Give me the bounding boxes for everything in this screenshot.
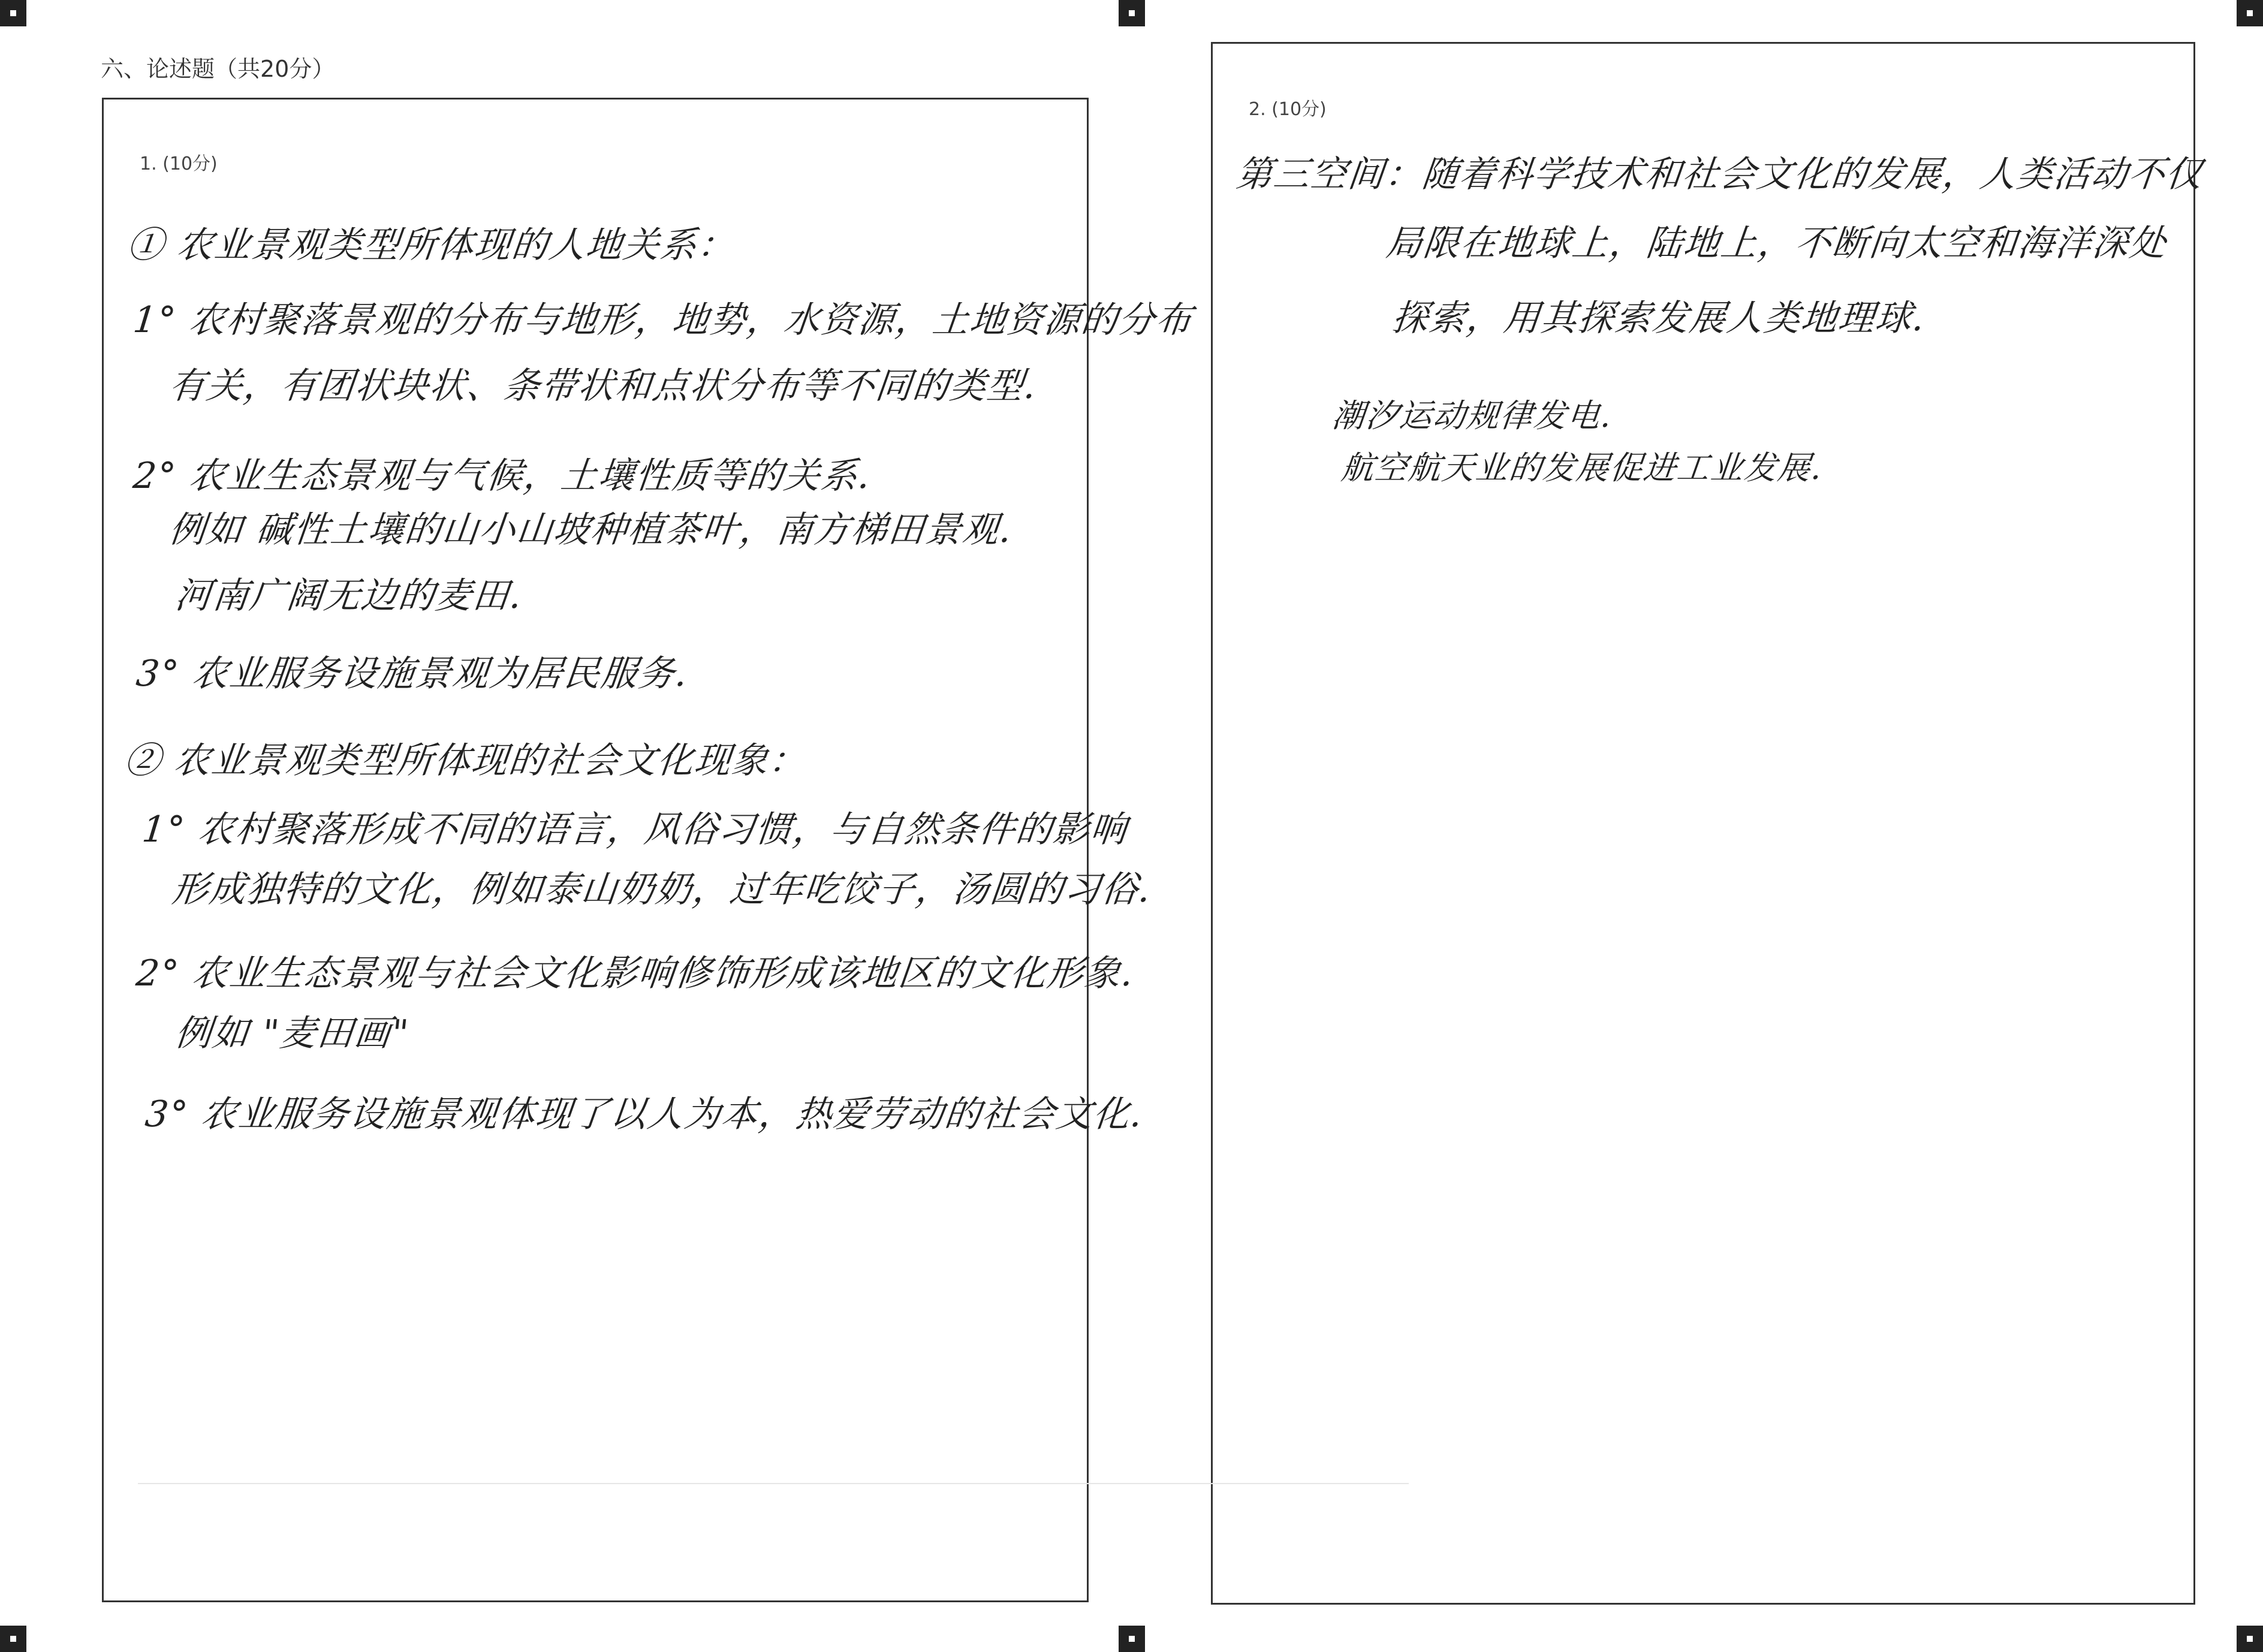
- q1-answer-line: ② 农业景观类型所体现的社会文化现象：: [122, 740, 809, 782]
- q2-answer-line: 第三空间：随着科学技术和社会文化的发展，人类活动不仅: [1234, 153, 2205, 195]
- question-2-label: 2. (10分): [1249, 99, 1327, 120]
- q1-answer-line: 1° 农村聚落景观的分布与地形，地势，水资源，土地资源的分布: [131, 299, 1195, 341]
- q2-answer-line: 局限在地球上，陆地上，不断向太空和海洋深处: [1384, 222, 2169, 264]
- q1-answer-line: 例如 碱性土壤的山小山坡种植茶叶，南方梯田景观.: [167, 509, 1015, 551]
- q1-answer-line: 2° 农业生态景观与气候，土壤性质等的关系.: [131, 455, 873, 497]
- corner-marker-top-right: [2237, 0, 2263, 26]
- section-title: 六、论述题（共20分）: [101, 56, 335, 82]
- faint-scan-line: [138, 1483, 1409, 1484]
- q1-answer-line: 河南广阔无边的麦田.: [173, 575, 525, 617]
- q1-answer-line: 例如 "麦田画": [173, 1012, 412, 1054]
- answer-box-q1: [102, 98, 1195, 1602]
- q2-answer-line: 航空航天业的发展促进工业发展.: [1339, 449, 1825, 487]
- q1-answer-line: ① 农业景观类型所体现的人地关系：: [125, 224, 737, 266]
- q1-answer-line: 有关，有团状块状、条带状和点状分布等不同的类型.: [167, 365, 1039, 407]
- corner-marker-bottom-right: [2237, 1626, 2263, 1652]
- corner-marker-bottom-center: [1119, 1626, 1145, 1652]
- q1-answer-line: 1° 农村聚落形成不同的语言，风俗习惯，与自然条件的影响: [140, 809, 1130, 851]
- question-1-label: 1. (10分): [140, 153, 218, 174]
- answer-box-q2: [1211, 42, 2205, 1605]
- q2-answer-line: 潮汐运动规律发电.: [1330, 397, 1615, 435]
- q1-answer-line: 形成独特的文化，例如泰山奶奶，过年吃饺子，汤圆的习俗.: [170, 869, 1154, 911]
- q1-answer-line: 3° 农业服务设施景观体现了以人为本，热爱劳动的社会文化.: [143, 1093, 1146, 1135]
- q1-answer-line: 2° 农业生态景观与社会文化影响修饰形成该地区的文化形象.: [134, 952, 1137, 994]
- corner-marker-bottom-left: [0, 1626, 26, 1652]
- q1-answer-line: 3° 农业服务设施景观为居民服务.: [134, 653, 691, 695]
- corner-marker-top-left: [0, 0, 26, 26]
- q2-answer-line: 探索，用其探索发展人类地理球.: [1390, 297, 1928, 339]
- corner-marker-top-center: [1119, 0, 1145, 26]
